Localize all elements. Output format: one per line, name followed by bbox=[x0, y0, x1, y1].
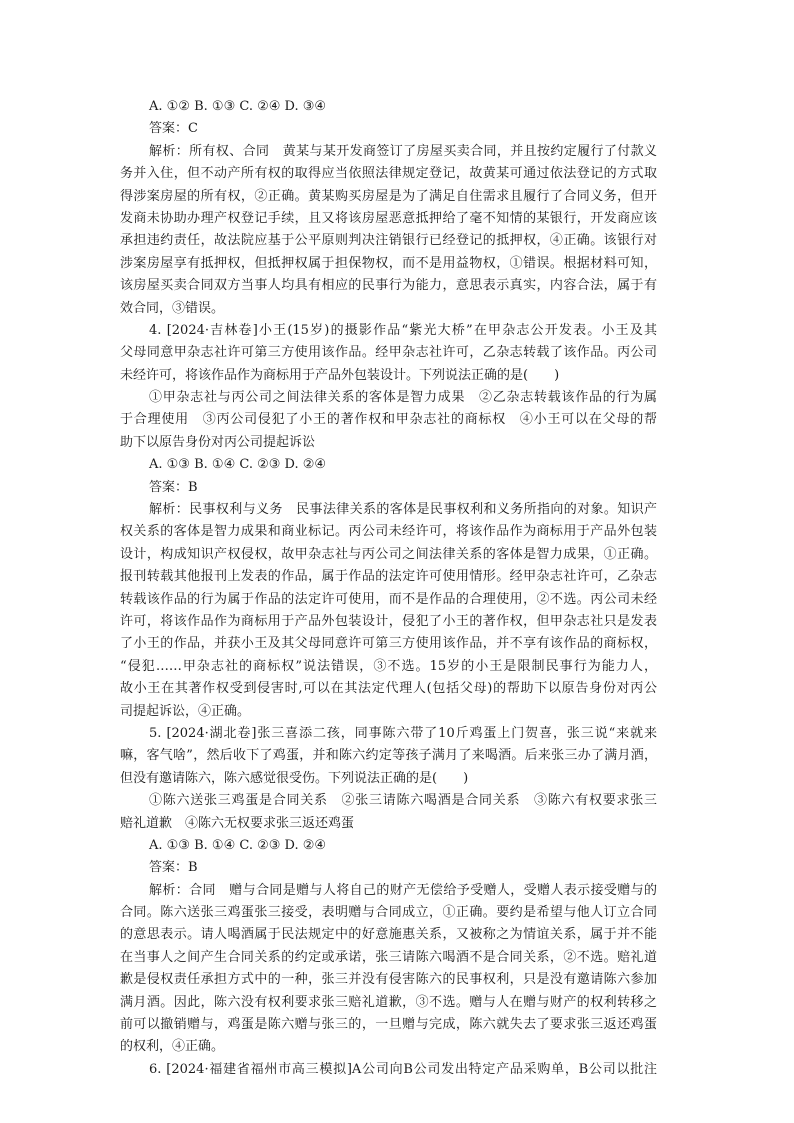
document-body bbox=[120, 96, 657, 1081]
q4-analysis-line: 设计，构成知识产权侵权，故甲杂志社与丙公司之间法律关系的客体是智力成果，①正确。 bbox=[120, 546, 657, 562]
q5-analysis-line: 合同。陈六送张三鸡蛋张三接受，表明赠与合同成立，①正确。要约是希望与他人订立合同 bbox=[120, 905, 657, 921]
q4-analysis-line: 许可，将该作品作为商标用于产品外包装设计，侵犯了小王的著作权，但甲杂志社只是发表 bbox=[120, 613, 657, 629]
q5-statement-line: 赔礼道歉 ④陈六无权要求张三返还鸡蛋 bbox=[120, 815, 355, 831]
q4-options: A. ①③ B. ①④ C. ②③ D. ②④ bbox=[149, 457, 327, 473]
q5-statement-line: ①陈六送张三鸡蛋是合同关系 ②张三请陈六喝酒是合同关系 ③陈六有权要求张三 bbox=[149, 793, 657, 809]
q4-analysis-line: “侵犯……甲杂志社的商标权”说法错误，③不选。15岁的小王是限制民事行为能力人， bbox=[120, 658, 657, 674]
q4-analysis-line: 司提起诉讼，④正确。 bbox=[120, 703, 251, 719]
q3-options: A. ①② B. ①③ C. ②④ D. ③④ bbox=[149, 99, 327, 114]
q5-analysis-line: 前可以撤销赠与，鸡蛋是陈六赠与张三的，一旦赠与完成，陈六就失去了要求张三返还鸡蛋 bbox=[120, 1017, 657, 1033]
q4-analysis-line: 了小王的作品，并获小王及其父母同意许可第三方使用该作品，并不享有该作品的商标权， bbox=[120, 636, 657, 652]
q5-analysis-line: 在当事人之间产生合同关系的约定或承诺，张三请陈六喝酒不是合同关系，②不选。赔礼道 bbox=[120, 949, 657, 965]
q3-analysis-line: 得涉案房屋的所有权，②正确。黄某购买房屋是为了满足自住需求且履行了合同义务，但开 bbox=[120, 188, 657, 204]
q4-stem-line: 父母同意甲杂志社许可第三方使用该作品。经甲杂志社许可，乙杂志转载了该作品。丙公司 bbox=[120, 345, 657, 361]
q5-stem-line: 但没有邀请陈六，陈六感觉很受伤。下列说法正确的是( ) bbox=[120, 770, 469, 786]
q4-statement-line: ①甲杂志社与丙公司之间法律关系的客体是智力成果 ②乙杂志转载该作品的行为属 bbox=[149, 390, 657, 406]
q4-analysis-line: 权关系的客体是智力成果和商业标记。丙公司未经许可，将该作品作为商标用于产品外包装 bbox=[120, 524, 657, 540]
q6-stem-line: 6. [2024·福建省福州市高三模拟]A公司向B公司发出特定产品采购单，B公司以批注 bbox=[149, 1061, 657, 1077]
q4-stem-line: 4. [2024·吉林卷]小王(15岁)的摄影作品“紫光大桥”在甲杂志公开发表。小王及其 bbox=[149, 322, 657, 338]
q5-analysis-line: 解析：合同 赠与合同是赠与人将自己的财产无偿给予受赠人，受赠人表示接受赠与的 bbox=[149, 882, 657, 898]
q3-analysis-line: 解析：所有权、合同 黄某与某开发商签订了房屋买卖合同，并且按约定履行了付款义 bbox=[149, 143, 657, 159]
q5-analysis-line: 的权利，④正确。 bbox=[120, 1039, 225, 1055]
q5-analysis-line: 满月酒。因此，陈六没有权利要求张三赔礼道歉，③不选。赠与人在赠与财产的权利转移之 bbox=[120, 994, 657, 1010]
q5-options: A. ①③ B. ①④ C. ②③ D. ②④ bbox=[149, 837, 327, 853]
q5-analysis-line: 歉是侵权责任承担方式中的一种，张三并没有侵害陈六的民事权利，只是没有邀请陈六参加 bbox=[120, 972, 657, 988]
q3-analysis-line: 发商未协助办理产权登记手续，且又将该房屋恶意抵押给了毫不知情的某银行，开发商应该 bbox=[120, 210, 657, 226]
q4-stem-line: 未经许可，将该作品作为商标用于产品外包装设计。下列说法正确的是( ) bbox=[120, 367, 560, 383]
q5-analysis-line: 的意思表示。请人喝酒属于民法规定中的好意施惠关系，又被称之为情谊关系，属于并不能 bbox=[120, 927, 657, 943]
q3-analysis-line: 务并入住，但不动产所有权的取得应当依照法律规定登记，故黄某可通过依法登记的方式取 bbox=[120, 166, 657, 182]
q4-analysis-line: 解析：民事权利与义务 民事法律关系的客体是民事权利和义务所指向的对象。知识产 bbox=[149, 502, 657, 518]
q4-answer: 答案：B bbox=[149, 479, 198, 495]
q5-stem-line: 嘛，客气啥”，然后收下了鸡蛋，并和陈六约定等孩子满月了来喝酒。后来张三办了满月酒， bbox=[120, 748, 657, 764]
q4-analysis-line: 报刊转载其他报刊上发表的作品，属于作品的法定许可使用情形。经甲杂志社许可，乙杂志 bbox=[120, 569, 657, 585]
q3-analysis-line: 承担违约责任，故法院应基于公平原则判决注销银行已经登记的抵押权，④正确。该银行对 bbox=[120, 233, 657, 249]
q4-statement-line: 助下以原告身份对丙公司提起诉讼 bbox=[120, 434, 316, 450]
q5-answer: 答案：B bbox=[149, 860, 198, 876]
q5-stem-line: 5. [2024·湖北卷]张三喜添二孩，同事陈六带了10斤鸡蛋上门贺喜，张三说“来就来 bbox=[149, 725, 657, 741]
q3-answer: 答案：C bbox=[149, 121, 198, 137]
q3-analysis-line: 该房屋买卖合同双方当事人均具有相应的民事行为能力，意思表示真实，内容合法，属于有 bbox=[120, 278, 657, 294]
q3-analysis-line: 效合同，③错误。 bbox=[120, 300, 225, 316]
q4-statement-line: 于合理使用 ③丙公司侵犯了小王的著作权和甲杂志社的商标权 ④小王可以在父母的帮 bbox=[120, 412, 657, 428]
q3-analysis-line: 涉案房屋享有抵押权，但抵押权属于担保物权，而不是用益物权，①错误。根据材料可知， bbox=[120, 255, 657, 271]
q4-analysis-line: 故小王在其著作权受到侵害时,可以在其法定代理人(包括父母)的帮助下以原告身份对丙公 bbox=[120, 681, 657, 697]
q4-analysis-line: 转载该作品的行为属于作品的法定许可使用，而不是作品的合理使用，②不选。丙公司未经 bbox=[120, 591, 657, 607]
